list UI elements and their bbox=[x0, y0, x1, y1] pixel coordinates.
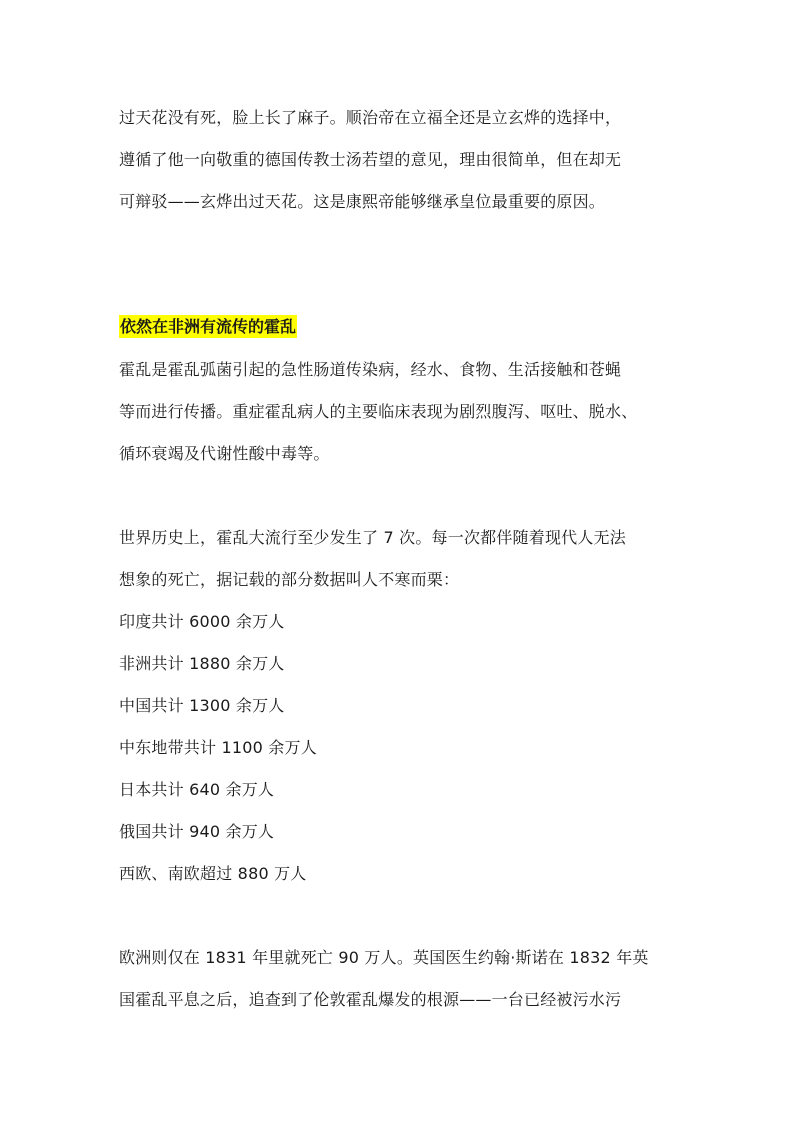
text-line: 霍乱是霍乱弧菌引起的急性肠道传染病，经水、食物、生活接触和苍蝇 bbox=[119, 360, 622, 379]
text-line: 过天花没有死，脸上长了麻子。顺治帝在立福全还是立玄烨的选择中， bbox=[119, 108, 622, 127]
text-line: 欧洲则仅在 1831 年里就死亡 90 万人。英国医生约翰·斯诺在 1832 年英 bbox=[119, 948, 649, 967]
list-item: 中东地带共计 1100 余万人 bbox=[119, 738, 317, 757]
text-line: 可辩驳——玄烨出过天花。这是康熙帝能够继承皇位最重要的原因。 bbox=[119, 192, 606, 211]
text-line: 遵循了他一向敬重的德国传教士汤若望的意见，理由很简单，但在却无 bbox=[119, 150, 622, 169]
list-item: 西欧、南欧超过 880 万人 bbox=[119, 864, 307, 883]
text-line: 国霍乱平息之后，追查到了伦敦霍乱爆发的根源——一台已经被污水污 bbox=[119, 990, 622, 1009]
list-item: 印度共计 6000 余万人 bbox=[119, 612, 285, 631]
death-toll-list bbox=[119, 606, 679, 890]
paragraph-cholera-intro bbox=[119, 354, 679, 470]
document-body bbox=[119, 102, 679, 1026]
spacer bbox=[119, 480, 679, 522]
text-line: 等而进行传播。重症霍乱病人的主要临床表现为剧烈腹泻、呕吐、脱水、 bbox=[119, 402, 638, 421]
spacer bbox=[119, 900, 679, 942]
section-heading-text: 依然在非洲有流传的霍乱 bbox=[120, 317, 297, 336]
section-heading bbox=[119, 312, 679, 344]
spacer bbox=[119, 228, 679, 312]
paragraph-smallpox bbox=[119, 102, 679, 218]
list-item: 日本共计 640 余万人 bbox=[119, 780, 275, 799]
paragraph-cholera-history bbox=[119, 522, 679, 596]
text-line: 世界历史上，霍乱大流行至少发生了 7 次。每一次都伴随着现代人无法 bbox=[119, 528, 626, 547]
text-line: 循环衰竭及代谢性酸中毒等。 bbox=[119, 444, 330, 463]
list-item: 中国共计 1300 余万人 bbox=[119, 696, 285, 715]
text-line: 想象的死亡，据记载的部分数据叫人不寒而栗： bbox=[119, 570, 460, 589]
list-item: 非洲共计 1880 余万人 bbox=[119, 654, 285, 673]
paragraph-europe bbox=[119, 942, 679, 1016]
list-item: 俄国共计 940 余万人 bbox=[119, 822, 275, 841]
